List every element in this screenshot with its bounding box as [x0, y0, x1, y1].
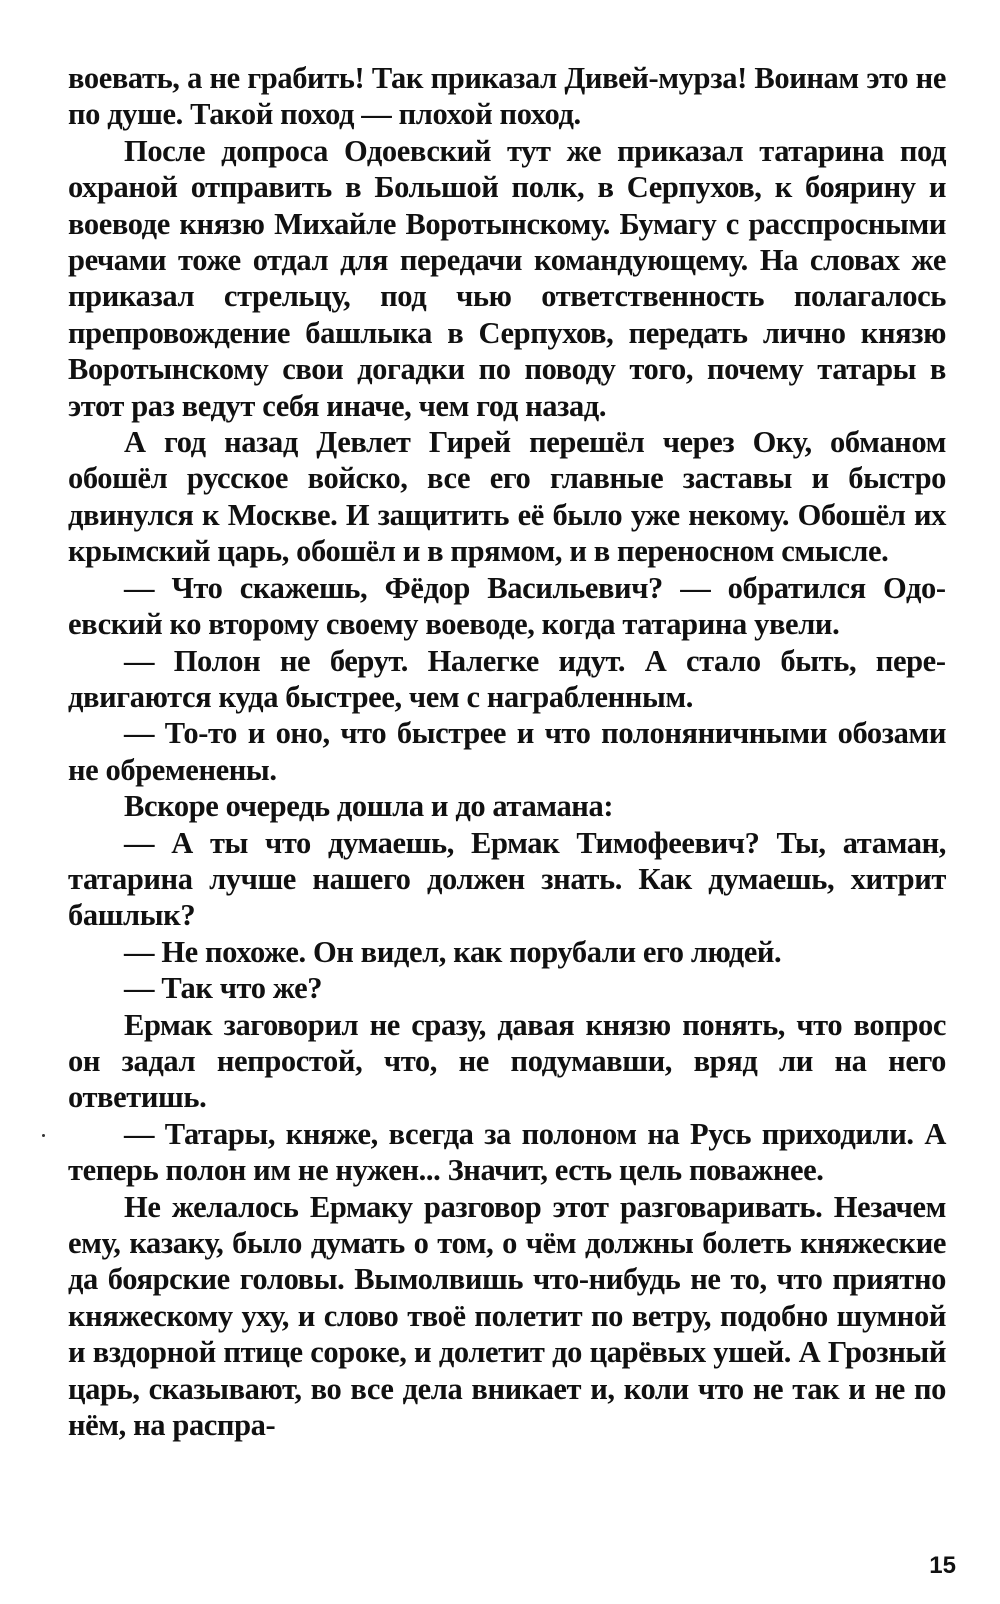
paragraph-3: А год назад Девлет Гирей перешёл через Оку, обманом обошёл русское войско, все его главные заставы и быстро двинулся к Москве. И защитить её было уже некому. Обошёл их крымский царь, обошёл и в прямом, и в переносном смысле.: [68, 425, 946, 569]
paragraph-2: После допроса Одоевский тут же приказал татарина под охраной отправить в Большой полк, в Серпухов, к боярину и воеводе князю Михайле Воротынскому. Бумагу с расспросными речами тоже отдал для передачи командующему. На словах же приказал стрельцу, под чью ответственность полагалось препровождение башлыка в Серпухов, передать лично князю Воротынскому свои догадки по поводу того, почему татары в этот раз ведут себя иначе, чем год назад.: [68, 133, 946, 423]
paragraph-10: — Так что же?: [124, 971, 323, 1006]
paragraph-1: воевать, а не грабить! Так приказал Дивей-мурза! Воинам это не по душе. Такой поход — плохой поход.: [68, 61, 946, 132]
paragraph-7: Вскоре очередь дошла и до атамана:: [124, 789, 614, 824]
paragraph-9: — Не похоже. Он видел, как порубали его людей.: [124, 934, 782, 969]
page-number: 15: [929, 1552, 956, 1579]
paragraph-11: Ермак заговорил не сразу, давая князю понять, что вопрос он задал непростой, что, не подумавши, вряд ли на него ответишь.: [68, 1007, 946, 1115]
paragraph-4: — Что скажешь, Фёдор Васильевич? — обратился Одоевский ко второму своему воеводе, когда татарина увели.: [68, 570, 946, 642]
scan-speck: [42, 1134, 45, 1137]
paragraph-6: — То-то и оно, что быстрее и что полоняничными обозами не обременены.: [68, 716, 946, 787]
paragraph-8: — А ты что думаешь, Ермак Тимофеевич? Ты, атаман, татарина лучше нашего должен знать. Как думаешь, хитрит башлык?: [68, 825, 946, 933]
paragraph-13: Не желалось Ермаку разговор этот разговаривать. Незачем ему, казаку, было думать о том, о чём должны болеть княжеские да боярские головы. Вымолвишь что-нибудь не то, что приятно княжескому уху, и слово твоё полетит по ветру, подобно шумной и вздорной птице сороке, и долетит до царёвых ушей. А Грозный царь, сказывают, во все дела вникает и, коли что не так и не по нём, на распра-: [68, 1189, 946, 1443]
paragraph-5: — Полон не берут. Налегке идут. А стало быть, передвигаются куда быстрее, чем с награбленным.: [68, 643, 946, 714]
book-page-text: [68, 60, 946, 1443]
paragraph-12: — Татары, княже, всегда за полоном на Русь приходили. А теперь полон им не нужен... Значит, есть цель поважнее.: [68, 1116, 946, 1188]
